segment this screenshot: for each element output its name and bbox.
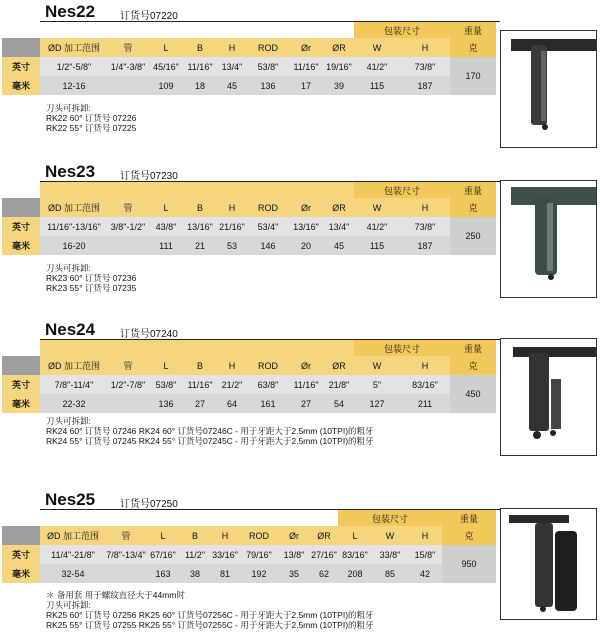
cell: 11/16" bbox=[184, 57, 216, 76]
cell: 39 bbox=[324, 76, 354, 95]
row-label-inch: 英寸 bbox=[2, 375, 40, 394]
cell: 27 bbox=[288, 394, 324, 413]
col-W: W bbox=[354, 198, 400, 217]
order-number: 订货号07250 bbox=[120, 499, 178, 510]
col-dia: ØD 加工范围 bbox=[40, 356, 108, 375]
cell: 53/8" bbox=[248, 57, 288, 76]
cell: 7/8"-13/4" bbox=[106, 545, 146, 564]
col-H2: H bbox=[408, 526, 442, 545]
product-photo bbox=[500, 30, 597, 148]
cell: 13/4" bbox=[324, 217, 354, 236]
cell: 45 bbox=[216, 76, 248, 95]
col-B: B bbox=[180, 526, 210, 545]
note-line: RK22 60° 订货号 07226 bbox=[46, 113, 137, 123]
cell: 16-20 bbox=[40, 236, 108, 255]
col-W: W bbox=[372, 526, 408, 545]
cell: 192 bbox=[240, 564, 278, 583]
cell: 7/8"-11/4" bbox=[40, 375, 108, 394]
row-label-mm: 毫米 bbox=[2, 76, 40, 95]
cell: 42 bbox=[408, 564, 442, 583]
cell: 12-16 bbox=[40, 76, 108, 95]
cell: 187 bbox=[400, 76, 450, 95]
cell: 136 bbox=[148, 394, 184, 413]
cell: 53/4" bbox=[248, 217, 288, 236]
order-number: 订货号07220 bbox=[120, 11, 178, 22]
cell: 1/2"-7/8" bbox=[108, 375, 148, 394]
cell: 21/8" bbox=[324, 375, 354, 394]
weight-header: 重量 bbox=[450, 182, 496, 198]
model-name: Nes25 bbox=[45, 490, 96, 509]
col-r: Ør bbox=[288, 38, 324, 57]
note-line: 刀头可拆卸: bbox=[46, 416, 91, 426]
cell: 115 bbox=[354, 236, 400, 255]
cell: 41/2" bbox=[354, 57, 400, 76]
col-L: L bbox=[148, 38, 184, 57]
model-name: Nes24 bbox=[45, 320, 96, 339]
row-label-mm: 毫米 bbox=[2, 236, 40, 255]
notes bbox=[46, 416, 374, 446]
cell: 83/16" bbox=[400, 375, 450, 394]
cell: 19/16" bbox=[324, 57, 354, 76]
spec-table bbox=[2, 22, 496, 95]
cell bbox=[108, 76, 148, 95]
cell: 11/16"-13/16" bbox=[40, 217, 108, 236]
col-B: B bbox=[184, 38, 216, 57]
cell: 115 bbox=[354, 76, 400, 95]
note-line: RK24 60° 订货号 07246 RK24 60° 订货号07246C - 用于牙距大于2.5mm (10TPI)的粗牙 bbox=[46, 426, 374, 436]
pack-size-header: 包装尺寸 bbox=[354, 182, 450, 198]
table-row bbox=[2, 236, 496, 255]
row-label-inch: 英寸 bbox=[2, 545, 40, 564]
notes bbox=[46, 263, 136, 293]
col-weight-unit: 克 bbox=[450, 356, 496, 375]
cell: 45 bbox=[324, 236, 354, 255]
col-R: ØR bbox=[324, 38, 354, 57]
cell: 83/16" bbox=[338, 545, 372, 564]
col-R: ØR bbox=[324, 356, 354, 375]
row-label-mm: 毫米 bbox=[2, 564, 40, 583]
cell: 211 bbox=[400, 394, 450, 413]
col-weight-unit: 克 bbox=[450, 198, 496, 217]
cell: 53 bbox=[216, 236, 248, 255]
weight-header: 重量 bbox=[442, 510, 496, 526]
row-label-inch: 英寸 bbox=[2, 57, 40, 76]
cell: 43/8" bbox=[148, 217, 184, 236]
cell: 64 bbox=[216, 394, 248, 413]
table-row bbox=[2, 564, 496, 583]
row-label-inch: 英寸 bbox=[2, 217, 40, 236]
notes bbox=[46, 103, 136, 133]
col-L: L bbox=[146, 526, 180, 545]
cell: 161 bbox=[248, 394, 288, 413]
col-weight-unit: 克 bbox=[450, 38, 496, 57]
order-number: 订货号07230 bbox=[120, 171, 178, 182]
col-pipe: 管 bbox=[108, 356, 148, 375]
cell: 73/8" bbox=[400, 57, 450, 76]
product-photo bbox=[500, 508, 597, 620]
table-row bbox=[2, 57, 496, 76]
cell: 208 bbox=[338, 564, 372, 583]
cell: 127 bbox=[354, 394, 400, 413]
weight-value: 170 bbox=[450, 57, 496, 95]
note-line: 刀头可拆卸: bbox=[46, 263, 91, 273]
table-row bbox=[2, 394, 496, 413]
table-row bbox=[2, 76, 496, 95]
col-r: Ør bbox=[288, 198, 324, 217]
col-L: L bbox=[148, 356, 184, 375]
spec-table bbox=[2, 182, 496, 255]
col-pipe: 管 bbox=[108, 198, 148, 217]
cell: 13/4" bbox=[216, 57, 248, 76]
cell: 136 bbox=[248, 76, 288, 95]
cell: 21/2" bbox=[216, 375, 248, 394]
cell: 21/16" bbox=[216, 217, 248, 236]
cell: 11/2" bbox=[180, 545, 210, 564]
note-line: RK22 55° 订货号 07225 bbox=[46, 123, 137, 133]
col-r: Ør bbox=[278, 526, 310, 545]
col-weight-unit: 克 bbox=[442, 526, 496, 545]
order-number: 订货号07240 bbox=[120, 329, 178, 340]
col-L: L bbox=[148, 198, 184, 217]
cell: 17 bbox=[288, 76, 324, 95]
cell: 11/16" bbox=[184, 375, 216, 394]
cell: 11/4"-21/8" bbox=[40, 545, 106, 564]
note-line: RK24 55° 订货号 07245 RK24 55° 订货号07245C - 用于牙距大于2.5mm (10TPI)的粗牙 bbox=[46, 436, 374, 446]
cell: 5" bbox=[354, 375, 400, 394]
cell: 22-32 bbox=[40, 394, 108, 413]
cell: 187 bbox=[400, 236, 450, 255]
spec-table bbox=[2, 340, 496, 413]
cell: 54 bbox=[324, 394, 354, 413]
cell: 109 bbox=[148, 76, 184, 95]
col-rod: ROD bbox=[248, 38, 288, 57]
note-line: 刀头可拆卸: bbox=[46, 103, 91, 113]
cell: 33/16" bbox=[210, 545, 240, 564]
product-photo bbox=[500, 338, 597, 456]
weight-header: 重量 bbox=[450, 340, 496, 356]
cell: 73/8" bbox=[400, 217, 450, 236]
col-H: H bbox=[210, 526, 240, 545]
weight-value: 250 bbox=[450, 217, 496, 255]
note-line: RK25 55° 订货号 07255 RK25 55° 订货号07255C - 用于牙距大于2.5mm (10TPI)的粗牙 bbox=[46, 620, 374, 630]
col-H2: H bbox=[400, 38, 450, 57]
cell: 27 bbox=[184, 394, 216, 413]
cell: 3/8"-1/2" bbox=[108, 217, 148, 236]
cell: 18 bbox=[184, 76, 216, 95]
product-photo bbox=[500, 180, 597, 298]
cell bbox=[108, 394, 148, 413]
col-B: B bbox=[184, 198, 216, 217]
pack-size-header: 包装尺寸 bbox=[354, 340, 450, 356]
col-rod: ROD bbox=[248, 198, 288, 217]
spec-table bbox=[2, 510, 496, 583]
weight-value: 450 bbox=[450, 375, 496, 413]
note-line: RK25 60° 订货号 07256 RK25 60° 订货号07256C - 用于牙距大于2.5mm (10TPI)的粗牙 bbox=[46, 610, 374, 620]
cell: 163 bbox=[146, 564, 180, 583]
col-rod: ROD bbox=[248, 356, 288, 375]
weight-value: 950 bbox=[442, 545, 496, 583]
col-dia: ØD 加工范围 bbox=[40, 526, 106, 545]
cell: 27/16" bbox=[310, 545, 338, 564]
col-rod: ROD bbox=[240, 526, 278, 545]
cell: 15/8" bbox=[408, 545, 442, 564]
cell: 21 bbox=[184, 236, 216, 255]
cell: 35 bbox=[278, 564, 310, 583]
title-row bbox=[0, 490, 500, 510]
cell: 11/16" bbox=[288, 375, 324, 394]
title-row bbox=[0, 162, 500, 182]
table-row bbox=[2, 217, 496, 236]
cell: 81 bbox=[210, 564, 240, 583]
cell: 53/8" bbox=[148, 375, 184, 394]
note-line: ＊ 备用套 用于螺纹直径大于44mm时 bbox=[46, 590, 185, 600]
col-pipe: 管 bbox=[108, 38, 148, 57]
model-name: Nes23 bbox=[45, 162, 96, 181]
note-line: 刀头可拆卸: bbox=[46, 600, 91, 610]
cell: 85 bbox=[372, 564, 408, 583]
cell: 13/16" bbox=[288, 217, 324, 236]
col-B: B bbox=[184, 356, 216, 375]
cell: 62 bbox=[310, 564, 338, 583]
cell: 20 bbox=[288, 236, 324, 255]
note-line: RK23 55° 订货号 07235 bbox=[46, 283, 137, 293]
note-line: RK23 60° 订货号 07236 bbox=[46, 273, 137, 283]
col-W: W bbox=[354, 356, 400, 375]
cell: 67/16" bbox=[146, 545, 180, 564]
row-label-mm: 毫米 bbox=[2, 394, 40, 413]
table-row bbox=[2, 545, 496, 564]
cell: 13/8" bbox=[278, 545, 310, 564]
col-H: H bbox=[216, 356, 248, 375]
cell: 33/8" bbox=[372, 545, 408, 564]
cell: 146 bbox=[248, 236, 288, 255]
cell bbox=[108, 236, 148, 255]
col-H: H bbox=[216, 38, 248, 57]
model-name: Nes22 bbox=[45, 2, 96, 21]
cell: 79/16" bbox=[240, 545, 278, 564]
col-H2: H bbox=[400, 198, 450, 217]
notes bbox=[46, 590, 374, 630]
col-H: H bbox=[216, 198, 248, 217]
col-dia: ØD 加工范围 bbox=[40, 38, 108, 57]
title-row bbox=[0, 2, 500, 22]
cell: 63/8" bbox=[248, 375, 288, 394]
col-R: ØR bbox=[310, 526, 338, 545]
col-dia: ØD 加工范围 bbox=[40, 198, 108, 217]
col-H2: H bbox=[400, 356, 450, 375]
cell: 1/2"-5/8" bbox=[40, 57, 108, 76]
cell: 111 bbox=[148, 236, 184, 255]
cell: 32-54 bbox=[40, 564, 106, 583]
cell: 11/16" bbox=[288, 57, 324, 76]
cell: 13/16" bbox=[184, 217, 216, 236]
col-L2: L bbox=[338, 526, 372, 545]
cell: 45/16" bbox=[148, 57, 184, 76]
pack-size-header: 包装尺寸 bbox=[338, 510, 442, 526]
cell: 1/4"-3/8" bbox=[108, 57, 148, 76]
cell: 41/2" bbox=[354, 217, 400, 236]
title-row bbox=[0, 320, 500, 340]
weight-header: 重量 bbox=[450, 22, 496, 38]
col-pipe: 管 bbox=[106, 526, 146, 545]
col-r: Ør bbox=[288, 356, 324, 375]
col-R: ØR bbox=[324, 198, 354, 217]
table-row bbox=[2, 375, 496, 394]
cell: 38 bbox=[180, 564, 210, 583]
col-W: W bbox=[354, 38, 400, 57]
pack-size-header: 包装尺寸 bbox=[354, 22, 450, 38]
cell bbox=[106, 564, 146, 583]
